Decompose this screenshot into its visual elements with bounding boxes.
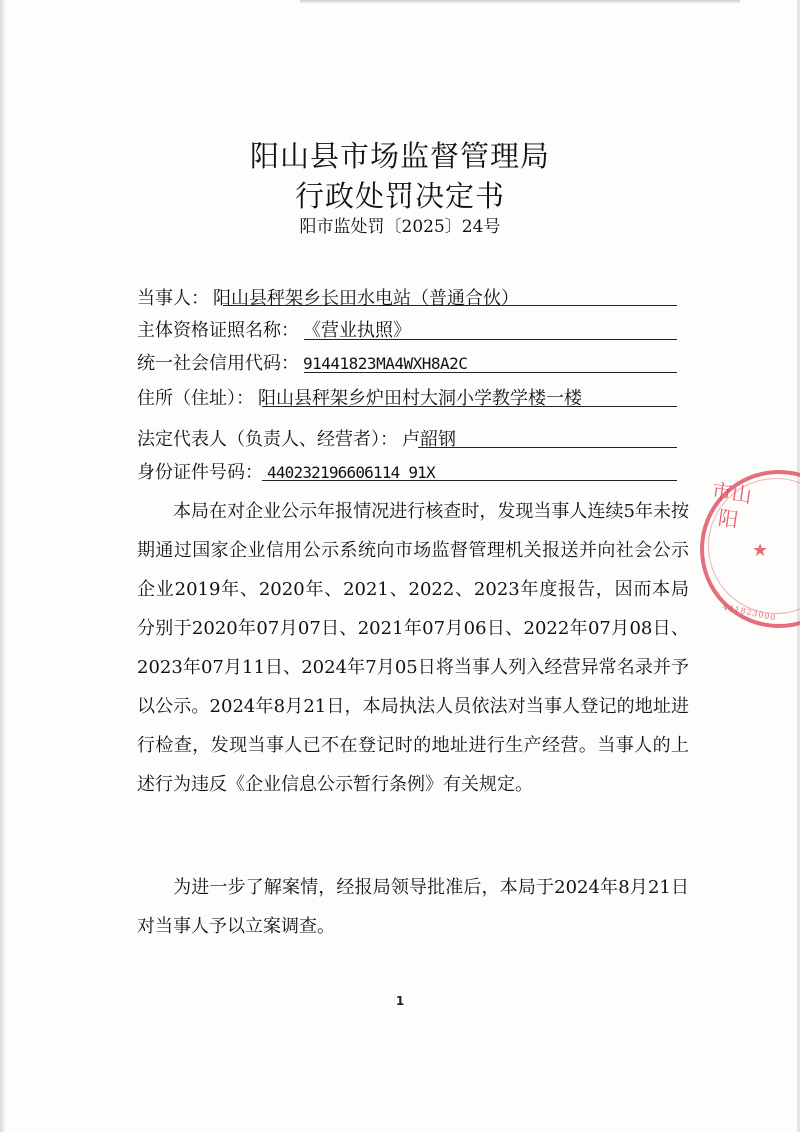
credit-code-label: 统一社会信用代码： bbox=[137, 353, 299, 374]
body-paragraph-1 bbox=[137, 492, 689, 804]
party-name-line bbox=[137, 284, 523, 310]
legal-rep-label: 法定代表人（负责人、经营者）： bbox=[137, 429, 398, 450]
body-paragraph-2-text: 为进一步了解案情，经报局领导批准后，本局于2024年8月21日对当事人予以立案调查。 bbox=[137, 877, 689, 937]
id-number-underline bbox=[262, 480, 677, 481]
party-name-label: 当事人： bbox=[137, 288, 209, 309]
page-number: 1 bbox=[395, 994, 405, 1008]
official-seal-text: 市山阳 bbox=[710, 478, 754, 533]
legal-rep-underline bbox=[418, 447, 677, 448]
cert-label: 主体资格证照名称： bbox=[137, 320, 299, 341]
credit-code-value: 91441823MA4WXH8A2C bbox=[303, 354, 468, 373]
body-paragraph-1-text: 本局在对企业公示年报情况进行核查时，发现当事人连续5年未按期通过国家企业信用公示系统向市场监督管理机关报送并向社会公示企业2019年、2020年、2021、2022、2023年度报告，因而本局分别于2020年07月07日、2021年07月06日、2022年07月08日、2023年07月11日、2024年7月05日将当事人列入经营异常名录并予以公示。2024年8月21日，本局执法人员依法对当事人登记的地址进行检查，发现当事人已不在登记时的地址进行生产经营。当事人的上述行为违反《企业信息公示暂行条例》有关规定。 bbox=[137, 501, 689, 795]
id-number-value: 440232196606114 91X bbox=[267, 463, 435, 482]
address-label: 住所（住址）： bbox=[137, 388, 254, 409]
address-underline bbox=[262, 406, 677, 407]
legal-rep-value: 卢韶钢 bbox=[402, 429, 456, 450]
party-name-value: 阳山县秤架乡长田水电站（普通合伙） bbox=[213, 288, 519, 309]
cert-value: 《营业执照》 bbox=[303, 320, 411, 341]
document-type-title: 行政处罚决定书 bbox=[294, 179, 505, 213]
address-value: 阳山县秤架乡炉田村大洞小学教学楼一楼 bbox=[258, 388, 582, 409]
document-number: 阳市监处罚〔2025〕24号 bbox=[299, 217, 501, 237]
seal-star-icon: ★ bbox=[752, 540, 769, 561]
credit-code-underline bbox=[304, 372, 677, 373]
official-seal-digits: 441823000 bbox=[721, 602, 778, 623]
cert-underline bbox=[304, 339, 677, 340]
scan-edge-top bbox=[300, 0, 740, 4]
party-name-underline bbox=[223, 305, 677, 306]
legal-rep-line bbox=[137, 425, 460, 451]
agency-title: 阳山县市场监督管理局 bbox=[249, 139, 550, 173]
id-number-label: 身份证件号码： bbox=[137, 462, 263, 483]
body-paragraph-2 bbox=[137, 868, 689, 946]
